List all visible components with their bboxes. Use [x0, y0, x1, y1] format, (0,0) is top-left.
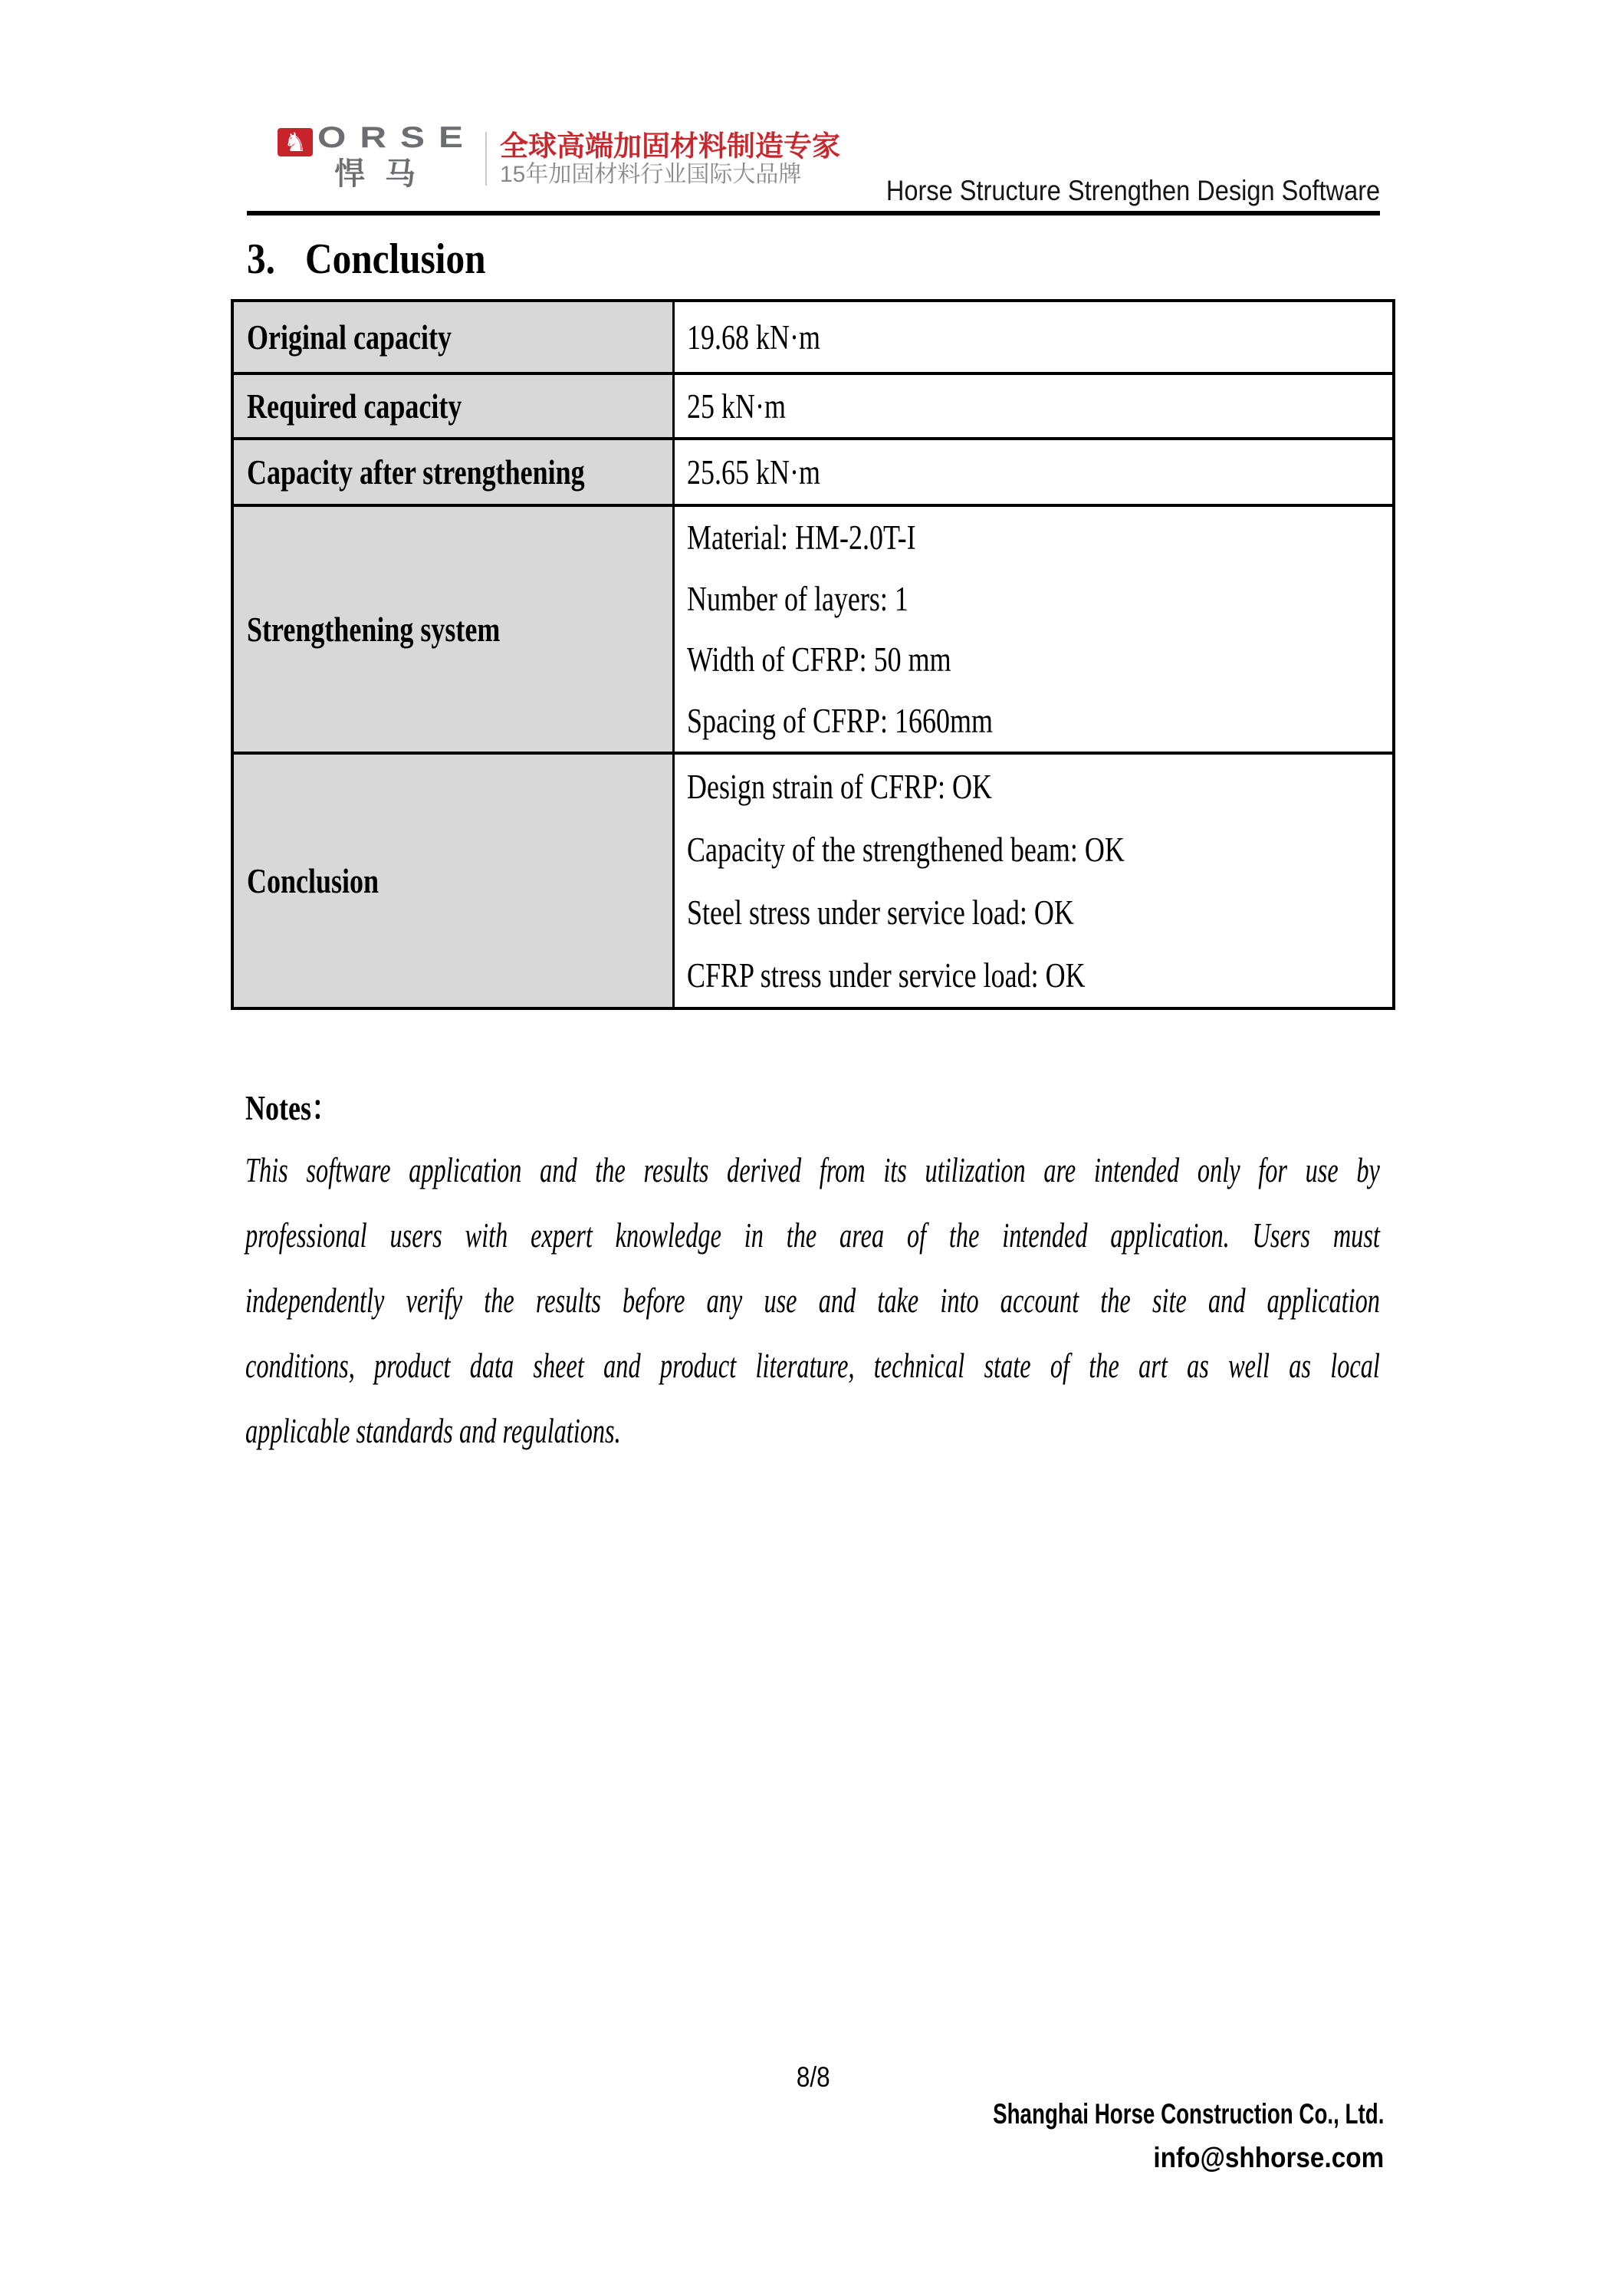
notes-line: professional users with expert knowledge in the area of the intended application. Users must	[245, 1216, 1380, 1255]
conclusion-table	[231, 299, 1395, 1010]
section-title: Conclusion	[305, 235, 486, 283]
notes-line: conditions, product data sheet and product literature, technical state of the art as well as local	[245, 1347, 1380, 1385]
table-row-label: Capacity after strengthening	[234, 440, 672, 504]
header-rule	[247, 211, 1380, 215]
notes-line: applicable standards and regulations.	[245, 1412, 621, 1450]
table-row-value: 25.65 kN·m	[675, 440, 1392, 504]
table-row-value-list: Design strain of CFRP: OK Capacity of the strengthened beam: OK Steel stress under service load: OK CFRP stress under service load: OK	[675, 755, 1392, 1007]
horse-logo-red-block	[278, 128, 313, 156]
app-title: Horse Structure Strengthen Design Software	[885, 175, 1380, 206]
section-number: 3.	[247, 235, 275, 283]
notes-line: This software application and the results derived from its utilization are intended only for use by	[245, 1151, 1380, 1189]
horse-head-icon: ♞	[283, 127, 307, 158]
table-row-value: 19.68 kN·m	[675, 302, 1392, 372]
footer-company: Shanghai Horse Construction Co., Ltd.	[992, 2098, 1384, 2130]
notes-heading: Notes：	[245, 1089, 339, 1127]
table-row-label: Conclusion	[234, 755, 672, 1007]
table-row-value-list: Material: HM-2.0T-I Number of layers: 1 Width of CFRP: 50 mm Spacing of CFRP: 1660mm	[675, 507, 1392, 752]
page-number: 8/8	[797, 2061, 830, 2093]
notes-paragraph	[245, 1138, 1380, 1464]
table-row-value: 25 kN·m	[675, 375, 1392, 437]
logo-subtitle-chinese: 15年加固材料行业国际大品牌	[500, 162, 802, 187]
logo-divider-line	[485, 132, 487, 186]
logo-brand-text: ORSE	[317, 120, 478, 154]
table-row-label: Original capacity	[234, 302, 672, 372]
table-row-label: Required capacity	[234, 375, 672, 437]
logo-tagline-chinese: 全球高端加固材料制造专家	[500, 130, 840, 162]
footer-email: info@shhorse.com	[1153, 2142, 1384, 2173]
notes-line: independently verify the results before any use and take into account the site and application	[245, 1281, 1380, 1320]
logo-brand-chinese: 悍马	[334, 157, 435, 191]
table-row-label: Strengthening system	[234, 507, 672, 752]
section-heading	[247, 235, 511, 283]
